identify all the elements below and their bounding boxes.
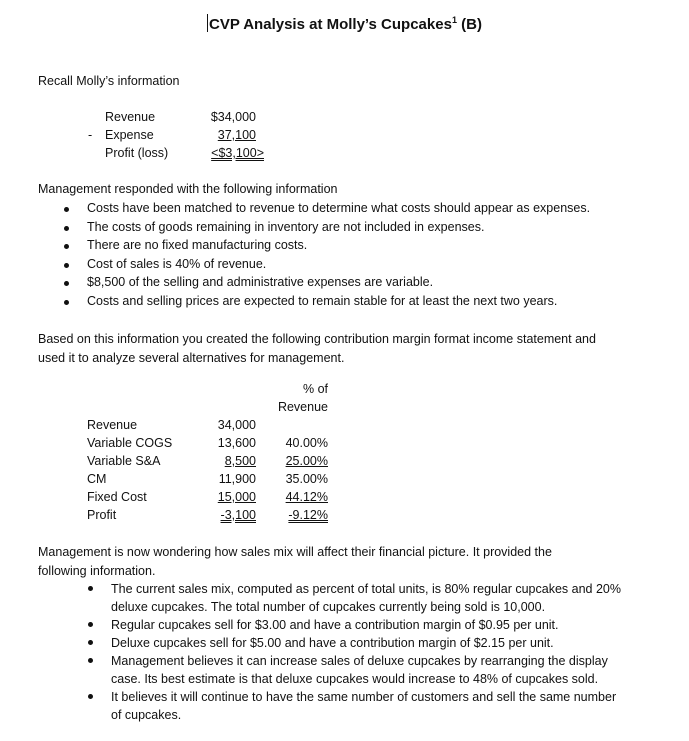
list-item — [0, 616, 689, 634]
list-item — [0, 688, 689, 724]
recall-label-expense: Expense — [105, 128, 154, 142]
table-percent-variable-sa: 25.00% — [285, 454, 328, 468]
table-label-revenue: Revenue — [87, 418, 138, 432]
recall-value-expense: 37,100 — [217, 128, 256, 142]
list-item — [0, 580, 689, 616]
mix-intro — [38, 543, 552, 580]
table-amount-profit: -3,100 — [220, 508, 256, 522]
based-paragraph — [38, 330, 596, 367]
bullet-text-line: Management believes it can increase sales of deluxe cupcakes by rearranging the display — [111, 654, 608, 668]
table-label-variable-cogs: Variable COGS — [87, 436, 173, 450]
management-intro: Management responded with the following information — [38, 182, 338, 196]
table-amount-variable-sa: 8,500 — [224, 454, 256, 468]
management-bullet-list — [0, 201, 689, 313]
recall-value-profit: <$3,100> — [211, 146, 264, 160]
bullet-icon — [88, 640, 93, 645]
mix-bullet-list — [0, 580, 689, 724]
table-amount-fixed-cost: 15,000 — [217, 490, 256, 504]
list-item — [0, 220, 689, 239]
text-cursor — [207, 14, 208, 32]
title-text: CVP Analysis at Molly’s Cupcakes — [209, 16, 452, 33]
bullet-text: Costs and selling prices are expected to remain stable for at least the next two years. — [87, 293, 558, 308]
bullet-text-line: of cupcakes. — [111, 708, 182, 722]
bullet-text-line: It believes it will continue to have the same number of customers and sell the same number — [111, 690, 617, 704]
table-percent-cm: 35.00% — [285, 472, 328, 486]
bullet-icon — [88, 658, 93, 663]
bullet-icon — [64, 244, 69, 249]
list-item — [0, 201, 689, 220]
income-statement-table — [0, 380, 689, 530]
table-percent-variable-cogs: 40.00% — [285, 436, 328, 450]
paragraph-line: following information. — [38, 563, 156, 578]
table-header-line2: Revenue — [277, 400, 328, 414]
bullet-icon — [88, 586, 93, 591]
bullet-icon — [64, 263, 69, 268]
bullet-icon — [64, 300, 69, 305]
bullet-text-line: The current sales mix, computed as percent of total units, is 80% regular cupcakes and 20% — [111, 582, 621, 596]
recall-statement — [86, 110, 286, 166]
table-amount-revenue: 34,000 — [217, 418, 256, 432]
bullet-text: $8,500 of the selling and administrative expenses are variable. — [87, 275, 434, 290]
list-item — [0, 257, 689, 276]
table-amount-cm: 11,900 — [218, 472, 256, 486]
bullet-text-line: Regular cupcakes sell for $3.00 and have a contribution margin of $0.95 per unit. — [111, 618, 559, 632]
bullet-text: Costs have been matched to revenue to determine what costs should appear as expenses. — [87, 201, 591, 215]
bullet-text: Cost of sales is 40% of revenue. — [87, 256, 267, 271]
title-suffix: (B) — [456, 16, 482, 33]
list-item — [0, 238, 689, 257]
recall-heading: Recall Molly’s information — [38, 74, 180, 88]
bullet-icon — [64, 281, 69, 286]
bullet-icon — [88, 622, 93, 627]
bullet-text: There are no fixed manufacturing costs. — [87, 238, 308, 253]
bullet-text-line: case. Its best estimate is that deluxe cupcakes would increase to 48% of cupcakes sold. — [111, 672, 599, 686]
table-label-profit: Profit — [87, 508, 117, 522]
list-item — [0, 634, 689, 652]
bullet-icon — [64, 226, 69, 231]
table-amount-variable-cogs: 13,600 — [217, 436, 256, 450]
bullet-text-line: deluxe cupcakes. The total number of cupcakes currently being sold is 10,000. — [111, 600, 546, 614]
table-percent-profit: -9.12% — [288, 508, 328, 522]
recall-label-revenue: Revenue — [105, 110, 156, 124]
paragraph-line: used it to analyze several alternatives for management. — [38, 350, 345, 365]
recall-label-profit: Profit (loss) — [105, 146, 169, 160]
bullet-text: The costs of goods remaining in inventory are not included in expenses. — [87, 219, 485, 234]
paragraph-line: Based on this information you created the following contribution margin format income statement and — [38, 332, 596, 346]
table-header-line1: % of — [302, 382, 328, 396]
recall-prefix-minus: - — [88, 128, 93, 142]
list-item — [0, 652, 689, 688]
bullet-text-line: Deluxe cupcakes sell for $5.00 and have a contribution margin of $2.15 per unit. — [111, 636, 554, 650]
table-percent-fixed-cost: 44.12% — [285, 490, 328, 504]
bullet-icon — [88, 694, 93, 699]
paragraph-line: Management is now wondering how sales mix will affect their financial picture. It provided the — [38, 545, 552, 559]
title-footnote: 1 — [451, 15, 457, 25]
bullet-icon — [64, 207, 69, 212]
page-title — [0, 14, 689, 33]
recall-value-revenue: $34,000 — [210, 110, 256, 124]
table-label-fixed-cost: Fixed Cost — [87, 490, 147, 504]
list-item — [0, 294, 689, 313]
table-label-cm: CM — [87, 472, 107, 486]
list-item — [0, 275, 689, 294]
table-label-variable-sa: Variable S&A — [87, 454, 161, 468]
